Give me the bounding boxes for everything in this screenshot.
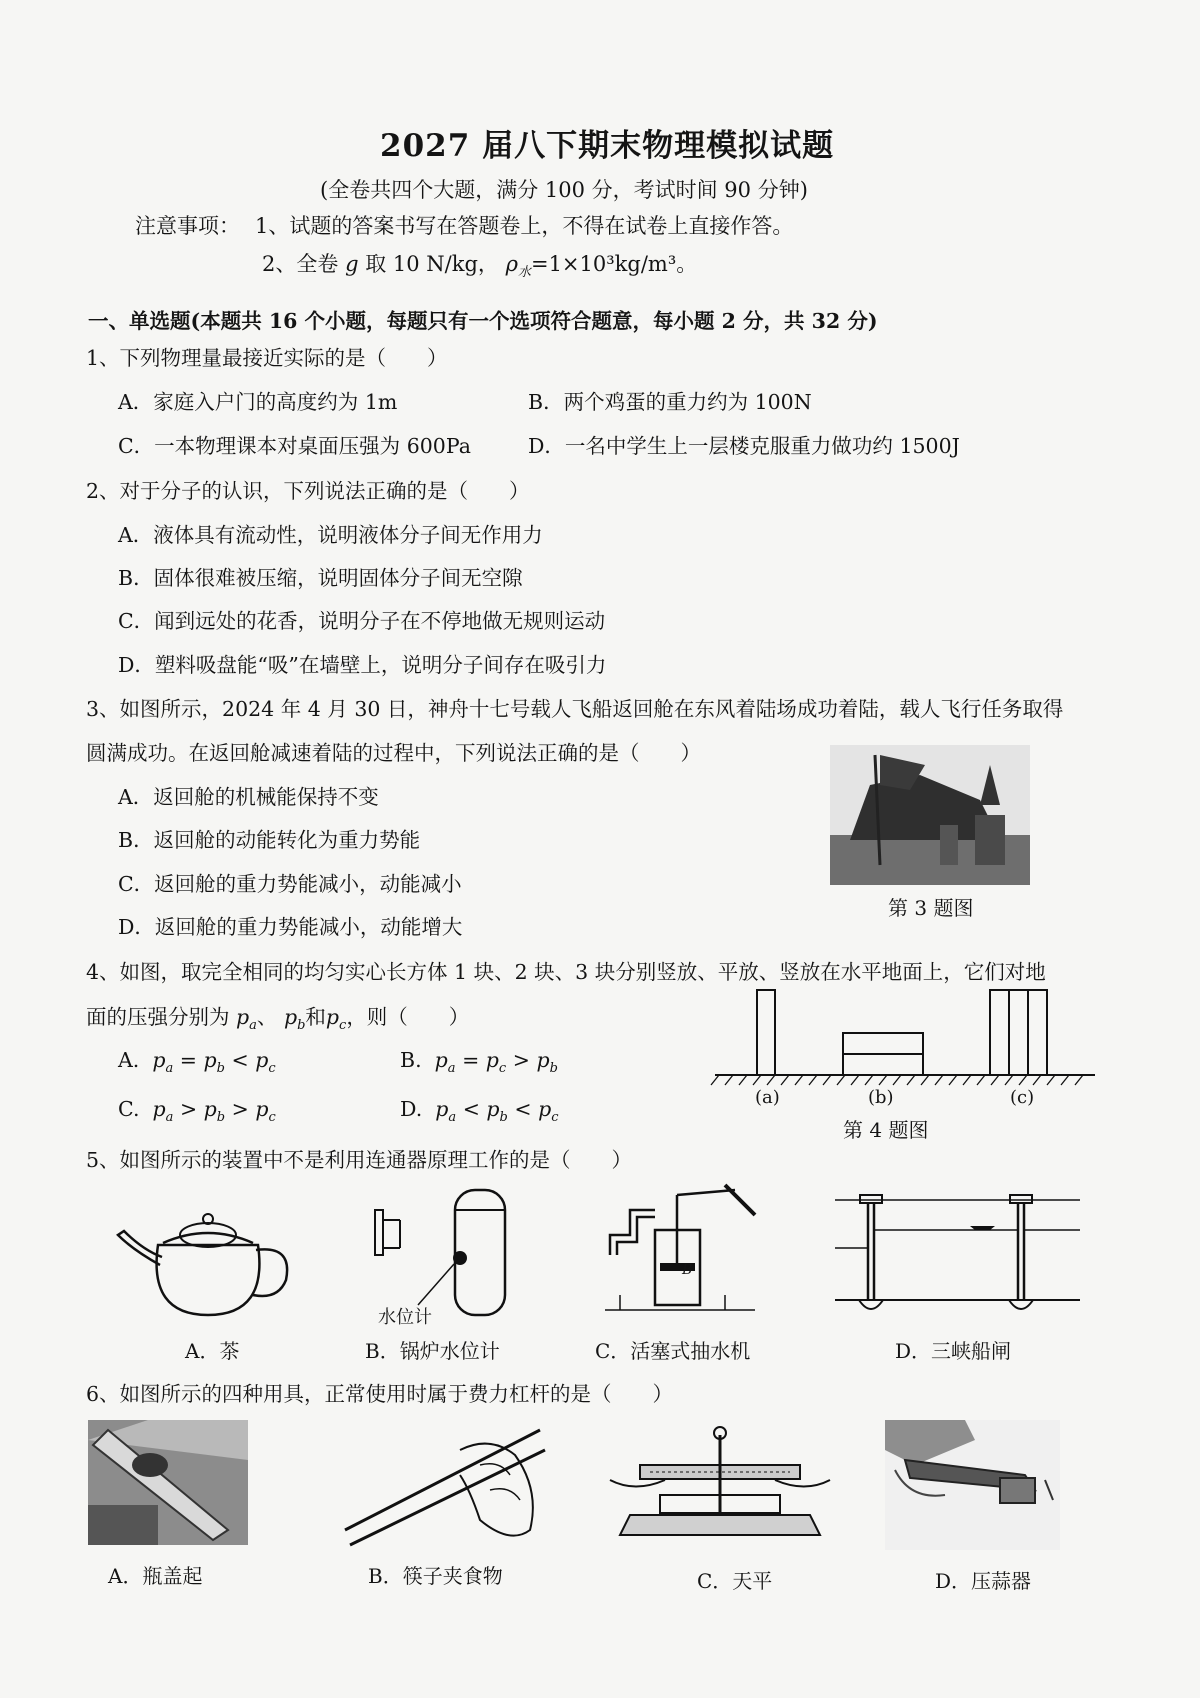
q1-option-a: A．家庭入户门的高度约为 1m <box>118 390 398 414</box>
q1-option-d: D．一名中学生上一层楼克服重力做功约 1500J <box>528 434 960 458</box>
q6-option-b: B．筷子夹食物 <box>368 1564 503 1588</box>
water-gauge-label: 水位计 <box>378 1307 432 1328</box>
note-1: 1、试题的答案书写在答题卷上，不得在试卷上直接作答。 <box>255 214 794 238</box>
capsule-landing-photo <box>830 745 1030 885</box>
q4-option-a: A. $p_a = p_b < p_c$ <box>118 1048 276 1077</box>
bottle-opener-photo <box>88 1420 248 1545</box>
note-2: 2、全卷 g 取 10 N/kg， $\rho_水=1\times 10^3kg/m^3$。 <box>262 252 698 281</box>
q1-stem: 1、下列物理量最接近实际的是（ ） <box>86 346 448 370</box>
q6-option-c: C．天平 <box>697 1569 773 1593</box>
q4-option-c: C. $p_a > p_b > p_c$ <box>118 1097 276 1126</box>
section-1-heading: 一、单选题(本题共 16 个小题，每题只有一个选项符合题意，每小题 2 分，共 32 分) <box>88 309 878 333</box>
notes-label: 注意事项： <box>135 214 240 238</box>
q5-option-c: C．活塞式抽水机 <box>595 1339 751 1363</box>
q2-option-c: C．闻到远处的花香，说明分子在不停地做无规则运动 <box>118 609 606 633</box>
q4-figure-caption: 第 4 题图 <box>843 1118 929 1142</box>
q2-option-b: B．固体很难被压缩，说明固体分子间无空隙 <box>118 566 523 590</box>
q5-option-d: D．三峡船闸 <box>895 1339 1012 1363</box>
q4-option-d: D. $p_a < p_b < p_c$ <box>400 1097 559 1126</box>
q1-option-c: C．一本物理课本对桌面压强为 600Pa <box>118 434 471 458</box>
piston-pump-illustration <box>605 1185 765 1325</box>
q4-blocks-figure <box>715 985 1095 1085</box>
q3-option-a: A．返回舱的机械能保持不变 <box>118 785 379 809</box>
garlic-press-photo <box>885 1420 1060 1550</box>
q1-option-b: B．两个鸡蛋的重力约为 100N <box>528 390 812 414</box>
ship-lock-illustration <box>835 1190 1080 1320</box>
q3-option-c: C．返回舱的重力势能减小，动能减小 <box>118 872 462 896</box>
chopsticks-illustration <box>340 1420 550 1550</box>
q2-option-a: A．液体具有流动性，说明液体分子间无作用力 <box>118 523 543 547</box>
q5-option-b: B．锅炉水位计 <box>365 1339 500 1363</box>
q6-option-d: D．压蒜器 <box>935 1569 1032 1593</box>
q5-option-a: A．茶 <box>185 1339 240 1363</box>
q4-stem-line-2: 面的压强分别为 $p_a$、 $p_b$和$p_c$，则（ ） <box>86 1005 470 1034</box>
q3-stem-line-1: 3、如图所示，2024 年 4 月 30 日，神舟十七号载人飞船返回舱在东风着陆场成功着陆，载人飞行任务取得 <box>86 697 1064 721</box>
q3-option-b: B．返回舱的动能转化为重力势能 <box>118 828 421 852</box>
piston-label: B <box>682 1262 693 1278</box>
teapot-illustration <box>118 1195 298 1325</box>
q4-label-a: (a) <box>755 1087 780 1108</box>
q6-option-a: A．瓶盖起 <box>108 1564 203 1588</box>
q4-option-b: B. $p_a = p_c > p_b$ <box>400 1048 558 1077</box>
q2-stem: 2、对于分子的认识，下列说法正确的是（ ） <box>86 479 530 503</box>
balance-scale-illustration <box>610 1425 830 1545</box>
page-subtitle: (全卷共四个大题，满分 100 分，考试时间 90 分钟) <box>320 178 808 202</box>
boiler-water-gauge-illustration <box>370 1180 520 1320</box>
q4-label-b: (b) <box>868 1087 894 1108</box>
q5-stem: 5、如图所示的装置中不是利用连通器原理工作的是（ ） <box>86 1148 633 1172</box>
q3-figure-caption: 第 3 题图 <box>888 896 974 920</box>
q2-option-d: D．塑料吸盘能“吸”在墙壁上，说明分子间存在吸引力 <box>118 653 607 677</box>
q3-stem-line-2: 圆满成功。在返回舱减速着陆的过程中，下列说法正确的是（ ） <box>86 741 701 765</box>
q4-stem-line-1: 4、如图，取完全相同的均匀实心长方体 1 块、2 块、3 块分别竖放、平放、竖放在水平地面上，它们对地 <box>86 960 1046 984</box>
q4-label-c: (c) <box>1010 1087 1035 1108</box>
page-title: 2027 届八下期末物理模拟试题 <box>380 128 835 164</box>
q3-option-d: D．返回舱的重力势能减小，动能增大 <box>118 915 463 939</box>
q6-stem: 6、如图所示的四种用具，正常使用时属于费力杠杆的是（ ） <box>86 1382 674 1406</box>
